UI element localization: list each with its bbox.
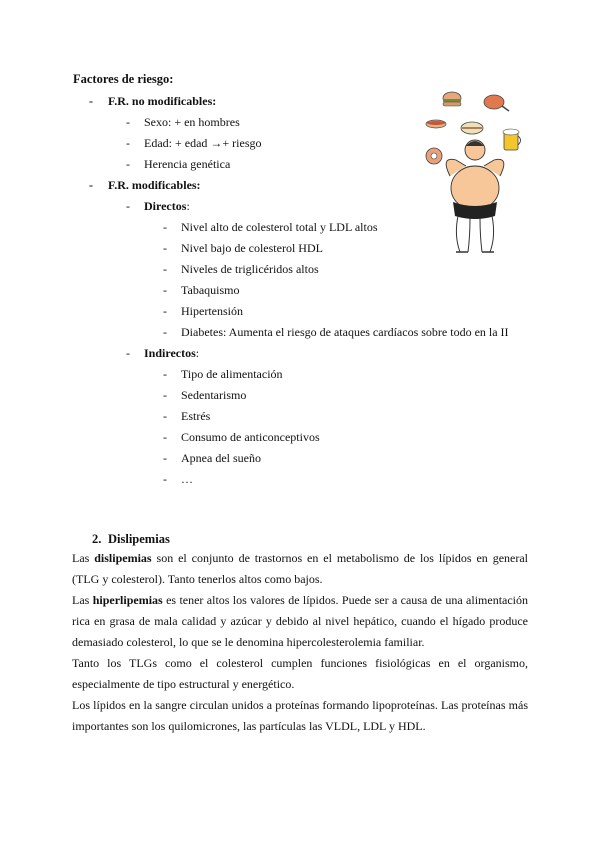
list-item: - Diabetes: Aumenta el riesgo de ataques cardíacos sobre todo en la II [163,325,509,339]
list-item: - Nivel bajo de colesterol HDL [163,241,323,255]
list-item: - Niveles de triglicéridos altos [163,262,319,276]
list-item: - Nivel alto de colesterol total y LDL altos [163,220,378,234]
paragraph-lipoproteins: Los lípidos en la sangre circulan unidos a proteínas formando lipoproteínas. Las proteínas más importantes son los quilomicrones, las partículas las VLDL, LDL y HDL. [72,698,528,733]
indirect-label: - Indirectos: [126,346,200,360]
direct-label: - Directos: [126,199,190,213]
list-item: - Tabaquismo [163,283,240,297]
non-modifiable-label: - F.R. no modificables: [89,94,217,108]
burger-icon [443,92,461,106]
list-item: - Hipertensión [163,304,243,318]
paragraph-dyslipidemia: Las dislipemias son el conjunto de trastornos en el metabolismo de los lípidos en general (TLG y colesterol). Tanto tenerlos altos como bajos. [72,551,529,586]
risk-factors-heading: Factores de riesgo: [73,72,174,86]
list-item: - Sedentarismo [163,388,247,402]
list-item: - Herencia genética [126,157,231,171]
list-item: - Tipo de alimentación [163,367,283,381]
list-item: - Sexo: + en hombres [126,115,240,129]
donut-icon [426,148,442,164]
modifiable-label: - F.R. modificables: [89,178,201,192]
chicken-leg-icon [484,95,509,111]
section-title: 2. Dislipemias [92,532,170,546]
food-man-illustration [412,80,530,258]
list-item: - Apnea del sueño [163,451,261,465]
list-item: - … [163,472,193,486]
sandwich-icon [461,122,483,134]
beer-icon [503,129,521,150]
list-item: - Consumo de anticonceptivos [163,430,320,444]
list-item: - Estrés [163,409,211,423]
man-figure [446,140,504,252]
paragraph-functions: Tanto los TLGs como el colesterol cumplen funciones fisiológicas en el organismo, especialmente de tipo estructural y energético. [72,656,528,691]
list-item: - Edad: + edad →+ riesgo [126,136,262,150]
paragraph-hyperlipemia: Las hiperlipemias es tener altos los valores de lípidos. Puede ser a causa de una alimentación rica en grasa de mala calidad y azúcar y debido al nivel hepático, cuando el hígado produce demasiado colesterol, lo que se le denomina hipercolesterolemia familiar. [72,593,529,649]
hotdog-icon [426,120,446,128]
